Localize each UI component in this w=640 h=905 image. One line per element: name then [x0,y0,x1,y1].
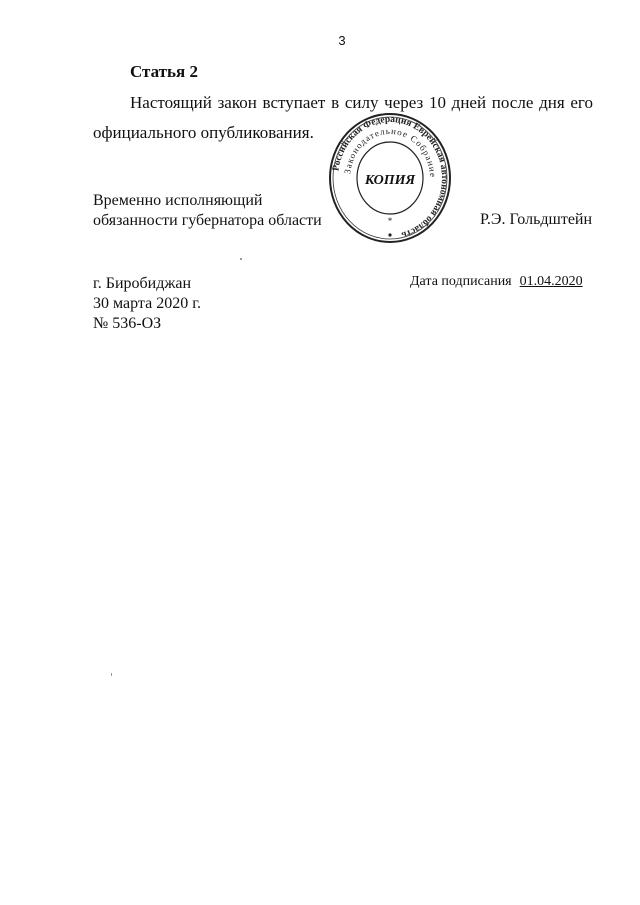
stamp-outer-text: Российская Федерация Еврейская автономная область [331,114,450,240]
signing-date [410,274,583,290]
law-number: № 536-ОЗ [93,315,162,332]
signing-date-value: 01.04.2020 [519,274,583,289]
signer-title-line2: обязанности губернатора области [93,212,322,229]
article-text: Настоящий закон вступает в силу через 10 дней после дня его официального опубликования. [93,93,593,142]
official-stamp [328,112,452,244]
signing-date-label: Дата подписания [410,274,512,289]
city: г. Биробиджан [93,275,192,292]
signer-title-line1: Временно исполняющий [93,192,263,209]
stamp-star-icon: * [387,216,393,226]
stamp-seal-icon [328,112,452,244]
page-number: 3 [338,33,346,48]
signer-name: Р.Э. Гольдштейн [480,211,593,228]
stamp-inner-text: Законодательное Собрание [342,125,439,179]
document-details [93,274,201,334]
stamp-center-label: КОПИЯ [364,173,416,188]
signer-title [93,191,322,231]
scan-artifact [111,673,112,676]
article-title: Статья 2 [130,62,198,81]
law-date: 30 марта 2020 г. [93,295,201,312]
scan-artifact [240,258,242,260]
stamp-dot-icon [388,233,391,236]
